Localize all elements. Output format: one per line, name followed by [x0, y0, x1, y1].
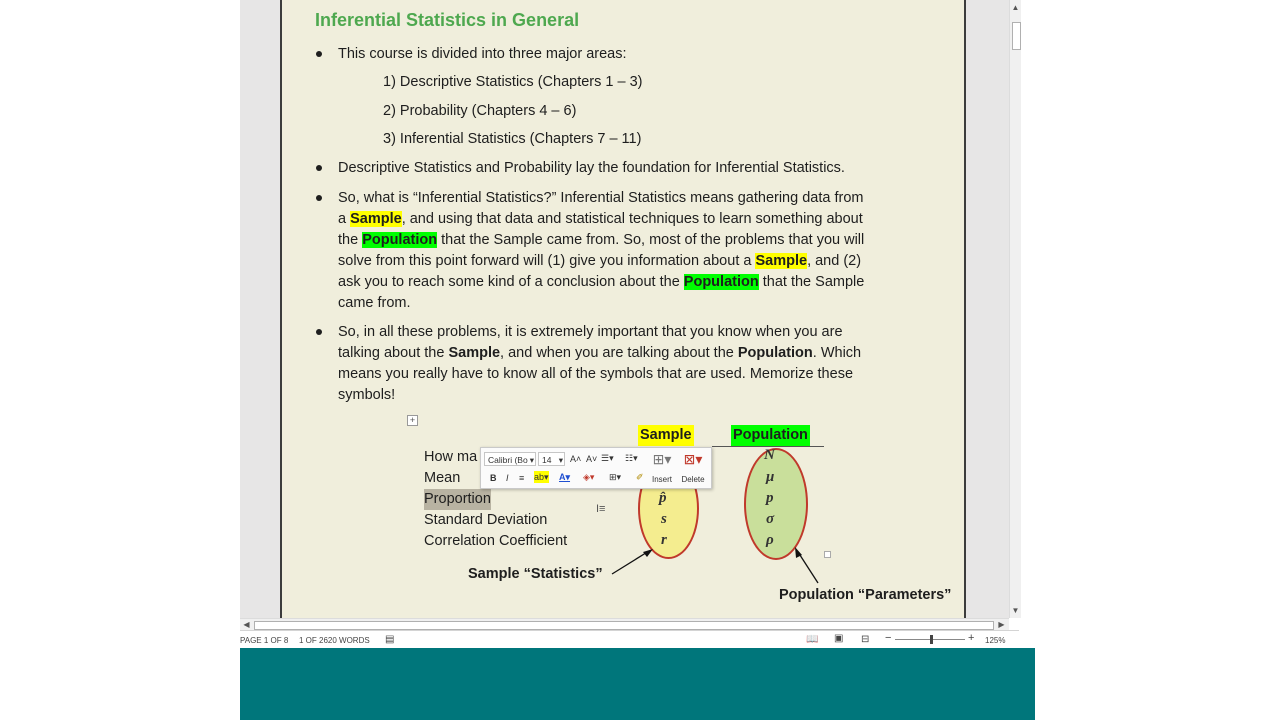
list-item: 2) Probability (Chapters 4 – 6) — [383, 103, 577, 119]
hscroll-thumb[interactable] — [254, 621, 994, 630]
shrink-font-icon[interactable]: A˅ — [586, 454, 598, 464]
N-symbol: N — [764, 447, 775, 463]
table-move-handle[interactable]: + — [407, 415, 418, 426]
paragraph-line: So, in all these problems, it is extremely important that you know when you are — [338, 324, 843, 340]
borders-icon[interactable]: ⊞▾ — [609, 472, 622, 482]
scrollbar-thumb[interactable] — [1012, 22, 1021, 50]
page-title: Inferential Statistics in General — [315, 10, 580, 30]
bullet-dot — [316, 165, 322, 171]
bold-icon[interactable]: B — [490, 473, 497, 483]
sample-header: Sample — [638, 425, 694, 446]
shading-icon[interactable]: ◈▾ — [583, 472, 595, 482]
list-item: 1) Descriptive Statistics (Chapters 1 – 3) — [383, 74, 643, 90]
text-cursor-icon: I≡ — [596, 503, 606, 515]
mini-toolbar — [480, 447, 712, 489]
scroll-down-icon[interactable]: ▼ — [1011, 606, 1020, 615]
font-size-select[interactable]: 14 ▾ — [538, 452, 565, 466]
paragraph-line: talking about the Sample, and when you are talking about the Population. Which — [338, 345, 862, 361]
background-area — [240, 648, 1035, 720]
font-name-select[interactable]: Calibri (Bo ▾ — [484, 452, 536, 466]
zoom-level[interactable]: 125% — [985, 636, 1006, 645]
sample-highlight: Sample — [350, 211, 402, 227]
highlight-icon[interactable]: ab▾ — [534, 472, 549, 482]
population-header: Population — [731, 425, 810, 446]
table-row-label: Correlation Coefficient — [424, 533, 568, 549]
format-painter-icon[interactable]: ✐ — [636, 472, 644, 482]
delete-table-icon: ⊠▾ — [683, 451, 703, 467]
center-align-icon[interactable]: ≡ — [519, 473, 525, 483]
caption-arrows — [600, 540, 830, 590]
paragraph-line: means you really have to know all of the symbols that are used. Memorize these — [338, 366, 854, 382]
paragraph-line: symbols! — [338, 387, 396, 403]
bullet-dot — [316, 329, 322, 335]
bullet-dot — [316, 195, 322, 201]
italic-icon[interactable]: I — [506, 473, 509, 483]
bullet-dot — [316, 51, 322, 57]
p-hat-symbol: p̂ — [659, 490, 667, 506]
word-count[interactable]: 1 OF 2620 WORDS — [299, 636, 370, 645]
table-row-label: Standard Deviation — [424, 512, 548, 528]
web-layout-icon[interactable]: ⊟ — [861, 634, 870, 645]
resize-handle[interactable] — [824, 551, 831, 558]
insert-table-icon: ⊞▾ — [652, 451, 672, 467]
scroll-up-icon[interactable]: ▲ — [1011, 3, 1020, 12]
zoom-thumb[interactable] — [930, 635, 933, 644]
bullets-icon[interactable]: ☰▾ — [601, 453, 614, 463]
zoom-in-icon[interactable]: + — [968, 632, 975, 644]
scroll-left-icon[interactable]: ◀ — [243, 620, 250, 629]
scroll-right-icon[interactable]: ▶ — [998, 620, 1005, 629]
r-symbol: r — [661, 532, 667, 548]
mu-symbol: μ — [766, 469, 775, 485]
s-symbol: s — [661, 511, 667, 527]
delete-button[interactable]: ⊠▾ Delete — [678, 450, 708, 486]
list-item: 3) Inferential Statistics (Chapters 7 – 11) — [383, 131, 642, 147]
population-highlight: Population — [362, 232, 438, 248]
paragraph-line: a Sample, and using that data and statistical techniques to learn something about — [338, 211, 863, 227]
paragraph-line: ask you to reach some kind of a conclusion about the Population that the Sample — [338, 274, 865, 290]
sigma-symbol: σ — [766, 511, 775, 527]
paragraph-line: So, what is “Inferential Statistics?” Inferential Statistics means gathering data from — [338, 190, 864, 206]
table-row-label: How ma — [424, 449, 478, 465]
font-color-icon[interactable]: A▾ — [559, 472, 571, 482]
p-symbol: p — [766, 490, 774, 506]
vertical-scrollbar[interactable] — [1009, 0, 1021, 618]
proofing-icon[interactable]: ▤ — [385, 634, 395, 645]
page-count[interactable]: PAGE 1 OF 8 — [240, 636, 289, 645]
population-caption: Population “Parameters” — [779, 587, 952, 603]
status-bar — [240, 630, 1019, 649]
sample-highlight: Sample — [755, 253, 808, 269]
grow-font-icon[interactable]: A˄ — [570, 454, 582, 464]
sample-caption: Sample “Statistics” — [468, 566, 603, 582]
read-mode-icon[interactable]: 📖 — [806, 634, 819, 645]
paragraph-line: came from. — [338, 295, 411, 311]
print-layout-icon[interactable]: ▣ — [834, 633, 844, 644]
numbering-icon[interactable]: ☷▾ — [625, 453, 638, 463]
rho-symbol: ρ — [766, 532, 774, 548]
bullet-text: Descriptive Statistics and Probability lay the foundation for Inferential Statistics. — [338, 160, 845, 176]
paragraph-line: solve from this point forward will (1) give you information about a Sample, and (2) — [338, 253, 862, 269]
bullet-text: This course is divided into three major areas: — [338, 46, 627, 62]
table-row-label-selected[interactable]: Proportion — [424, 489, 491, 510]
zoom-out-icon[interactable]: − — [885, 632, 892, 644]
paragraph-line: the Population that the Sample came from. So, most of the problems that you will — [338, 232, 865, 248]
table-row-label: Mean — [424, 470, 461, 486]
population-highlight: Population — [683, 274, 759, 290]
insert-button[interactable]: ⊞▾ Insert — [648, 450, 676, 486]
